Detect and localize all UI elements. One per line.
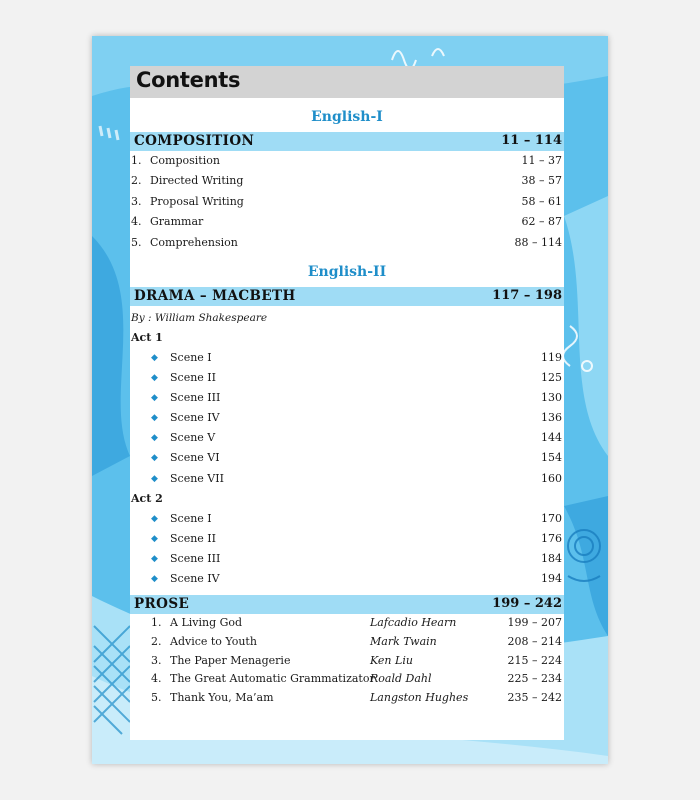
entry-author: Langston Hughes [370,691,469,705]
scene-title: Scene VII [170,471,224,485]
entry-title: Directed Writing [150,174,244,188]
section-bar-drama[interactable] [130,287,564,306]
diamond-bullet-icon: ◆ [151,433,158,444]
toc-entry[interactable] [130,151,564,171]
scene-entry[interactable] [130,448,564,468]
scene-title: Scene II [170,531,216,545]
entry-title: The Paper Menagerie [170,653,291,667]
entry-author: Roald Dahl [370,672,432,686]
section-bar-prose[interactable] [130,595,564,614]
entry-pages: 62 – 87 [521,215,562,229]
entry-title: Composition [150,154,220,167]
toc-entry[interactable] [130,689,564,708]
scene-title: Scene III [170,551,221,565]
entry-title: Advice to Youth [170,634,257,648]
entry-pages: 215 – 224 [507,653,562,667]
page-title: Contents [136,68,241,92]
scene-page: 144 [541,431,562,445]
toc-entry[interactable] [130,652,564,671]
contents-list [130,98,564,708]
scene-entry[interactable] [130,549,564,569]
entry-pages: 38 – 57 [521,174,562,188]
scene-entry[interactable] [130,408,564,428]
entry-title: Comprehension [150,235,238,249]
entry-number: 1. [131,154,142,167]
scene-page: 176 [541,531,562,545]
section-title: PROSE [134,595,190,612]
scene-title: Scene IV [170,571,220,585]
diamond-bullet-icon: ◆ [151,413,158,424]
entry-title: The Great Automatic Grammatizator [170,672,375,686]
scene-entry[interactable] [130,348,564,368]
scene-title: Scene II [170,371,216,385]
toc-entry[interactable] [130,614,564,633]
diamond-bullet-icon: ◆ [151,352,158,363]
scene-page: 160 [541,471,562,485]
scene-title: Scene III [170,391,221,405]
scene-entry[interactable] [130,509,564,529]
diamond-bullet-icon: ◆ [151,553,158,564]
scene-title: Scene V [170,431,216,445]
scene-entry[interactable] [130,368,564,388]
entry-title: Proposal Writing [150,194,244,208]
scene-page: 154 [541,451,562,465]
entry-author: Lafcadio Hearn [370,615,457,629]
entry-pages: 88 – 114 [514,235,562,249]
entry-number: 5. [131,235,142,249]
section-pages: 117 – 198 [492,287,562,303]
book-page [92,36,608,764]
act-heading: Act 2 [131,491,163,505]
entry-title: A Living God [170,615,243,629]
diamond-bullet-icon: ◆ [151,473,158,484]
section-bar-composition[interactable] [130,132,564,151]
entry-pages: 58 – 61 [521,194,562,208]
scene-page: 119 [541,350,562,364]
entry-number: 3. [131,194,142,208]
scene-entry[interactable] [130,569,564,589]
contents-title-bar [130,66,564,98]
part-heading-english-2: English-II [307,263,387,280]
part-heading-english-1: English-I [311,109,383,125]
toc-entry[interactable] [130,171,564,191]
entry-number: 4. [151,672,162,686]
diamond-bullet-icon: ◆ [151,513,158,524]
scene-page: 170 [541,511,562,525]
entry-number: 3. [151,653,162,667]
section-title: COMPOSITION [134,133,255,149]
scene-title: Scene I [170,511,212,525]
entry-number: 4. [131,215,142,229]
entry-title: Thank You, Ma’am [170,691,274,705]
diamond-bullet-icon: ◆ [151,373,158,384]
scene-title: Scene I [170,350,212,364]
entry-title: Grammar [150,215,204,229]
scene-page: 184 [541,551,562,565]
entry-author: Ken Liu [370,653,413,667]
scene-page: 194 [541,571,562,585]
act-1-scene-list [130,348,564,489]
diamond-bullet-icon: ◆ [151,393,158,404]
act-heading: Act 1 [131,330,163,344]
section-title: DRAMA – MACBETH [134,287,296,304]
author-byline: By : William Shakespeare [131,311,268,324]
section-pages: 11 – 114 [501,133,562,148]
entry-number: 2. [151,634,162,648]
scene-title: Scene VI [170,451,220,465]
scene-entry[interactable] [130,428,564,448]
entry-number: 1. [151,615,162,629]
entry-pages: 11 – 37 [521,154,562,167]
diamond-bullet-icon: ◆ [151,573,158,584]
toc-entry[interactable] [130,670,564,689]
act-2-scene-list [130,509,564,589]
scene-entry[interactable] [130,529,564,549]
section-pages: 199 – 242 [492,595,562,611]
scene-title: Scene IV [170,411,220,425]
entry-pages: 208 – 214 [507,634,562,648]
prose-list [130,614,564,708]
composition-list [130,151,564,253]
entry-author: Mark Twain [370,634,437,648]
toc-entry[interactable] [130,192,564,212]
toc-entry[interactable] [130,233,564,253]
scene-page: 136 [541,411,562,425]
entry-number: 2. [131,174,142,188]
entry-number: 5. [151,691,162,705]
toc-entry[interactable] [130,633,564,652]
scene-page: 125 [541,371,562,385]
diamond-bullet-icon: ◆ [151,533,158,544]
toc-entry[interactable] [130,212,564,232]
diamond-bullet-icon: ◆ [151,453,158,464]
entry-pages: 199 – 207 [507,615,562,629]
scene-entry[interactable] [130,469,564,489]
entry-pages: 225 – 234 [507,672,562,686]
scene-page: 130 [541,391,562,405]
scene-entry[interactable] [130,388,564,408]
entry-pages: 235 – 242 [507,691,562,705]
